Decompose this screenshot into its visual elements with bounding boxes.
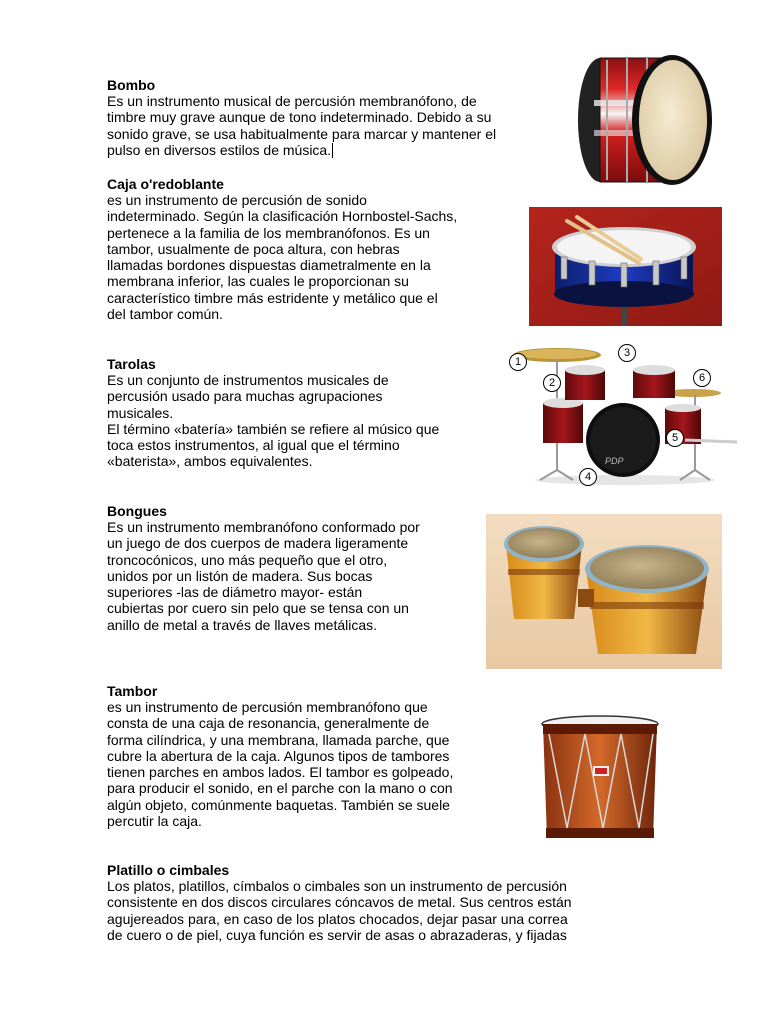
text-line-content: pulso en diversos estilos de música. bbox=[107, 141, 332, 158]
section-title: Bongues bbox=[107, 503, 167, 519]
text-line: indeterminado. Según la clasificación Hornbostel-Sachs, bbox=[107, 208, 458, 225]
text-line: cubiertas por cuero sin pelo que se tensa con un bbox=[107, 600, 409, 617]
text-line: El término «batería» también se refiere al músico que bbox=[107, 420, 440, 437]
drumkit-number-3: 3 bbox=[618, 344, 636, 362]
text-line: Es un instrumento membranófono conformado por bbox=[107, 519, 420, 535]
section-body bbox=[107, 93, 496, 158]
section-body bbox=[107, 192, 457, 322]
drumkit-number-4: 4 bbox=[579, 468, 597, 486]
section-title: Tarolas bbox=[107, 356, 156, 372]
text-line: pertenece a la familia de los membranófonos. Es un bbox=[107, 224, 430, 241]
bongos-image bbox=[486, 514, 722, 669]
section-body bbox=[107, 699, 453, 829]
text-line: consta de una caja de resonancia, generalmente de bbox=[107, 715, 430, 732]
text-line: musicales. bbox=[107, 404, 174, 421]
section-body bbox=[107, 372, 439, 470]
text-line: consistente en dos discos circulares cóncavos de metal. Sus centros están bbox=[107, 894, 572, 911]
text-line[interactable] bbox=[107, 142, 496, 158]
text-line: membrana inferior, las cuales le proporcionan su bbox=[107, 273, 409, 290]
text-line: tambor, usualmente de poca altura, con hebras bbox=[107, 240, 400, 257]
drumkit-number-6: 6 bbox=[693, 369, 711, 387]
text-line: es un instrumento de percusión de sonido bbox=[107, 192, 367, 208]
drumkit-number-1: 1 bbox=[509, 353, 527, 371]
section-bongues bbox=[107, 503, 420, 633]
text-line: superiores -las de diámetro mayor- están bbox=[107, 584, 363, 601]
section-title: Platillo o cimbales bbox=[107, 862, 230, 878]
text-line: «baterista», ambos equivalentes. bbox=[107, 453, 313, 470]
text-line: sonido grave, se usa habitualmente para marcar y mantener el bbox=[107, 125, 497, 142]
text-line: algún objeto, comúnmente baquetas. También se suele bbox=[107, 796, 450, 813]
text-line: cubre la abertura de la caja. Algunos tipos de tambores bbox=[107, 747, 450, 764]
section-body bbox=[107, 519, 420, 633]
text-line: Es un instrumento musical de percusión membranófono, de bbox=[107, 93, 477, 109]
text-line: es un instrumento de percusión membranófono que bbox=[107, 699, 428, 715]
section-tambor bbox=[107, 683, 453, 829]
section-bombo bbox=[107, 77, 496, 158]
text-line: del tambor común. bbox=[107, 306, 223, 323]
section-title: Tambor bbox=[107, 683, 158, 699]
snare-drum-image bbox=[529, 207, 722, 326]
text-line: tienen parches en ambos lados. El tambor es golpeado, bbox=[107, 764, 454, 781]
bass-drum-image bbox=[572, 50, 717, 190]
text-line: percusión usado para muchas agrupaciones bbox=[107, 388, 383, 405]
section-body bbox=[107, 878, 572, 943]
text-line: toca estos instrumentos, al igual que el término bbox=[107, 437, 400, 454]
text-line: agujereados para, en caso de los platos chocados, dejar pasar una correa bbox=[107, 910, 568, 927]
drumkit-number-2: 2 bbox=[543, 374, 561, 392]
svg-text:PDP: PDP bbox=[605, 456, 624, 466]
text-line: timbre muy grave aunque de tono indeterminado. Debido a su bbox=[107, 109, 492, 126]
text-line: de cuero o de piel, cuya función es servir de asas o abrazaderas, y fijadas bbox=[107, 926, 567, 943]
section-platillo bbox=[107, 862, 572, 943]
section-caja bbox=[107, 176, 457, 322]
text-line: unidos por un listón de madera. Sus bocas bbox=[107, 567, 373, 584]
text-line: anillo de metal a través de llaves metálicas. bbox=[107, 616, 378, 633]
text-line: para producir el sonido, en el parche con la mano o con bbox=[107, 780, 453, 797]
tambor-image bbox=[537, 710, 663, 847]
text-line: troncocónicos, uno más pequeño que el otro, bbox=[107, 551, 388, 568]
text-line: Los platos, platillos, címbalos o cimbales son un instrumento de percusión bbox=[107, 878, 567, 894]
drumkit-number-5: 5 bbox=[666, 429, 684, 447]
text-line: percutir la caja. bbox=[107, 813, 202, 830]
section-tarolas bbox=[107, 356, 439, 470]
text-line: forma cilíndrica, y una membrana, llamada parche, que bbox=[107, 731, 450, 748]
text-line: un juego de dos cuerpos de madera ligeramente bbox=[107, 535, 409, 552]
text-line: característico timbre más estridente y metálico que el bbox=[107, 289, 438, 306]
text-line: Es un conjunto de instrumentos musicales de bbox=[107, 372, 389, 388]
section-title: Caja o'redoblante bbox=[107, 176, 224, 192]
text-cursor bbox=[332, 143, 333, 158]
section-title: Bombo bbox=[107, 77, 156, 93]
text-line: llamadas bordones dispuestas diametralmente en la bbox=[107, 257, 431, 274]
drum-kit-image bbox=[505, 340, 737, 486]
